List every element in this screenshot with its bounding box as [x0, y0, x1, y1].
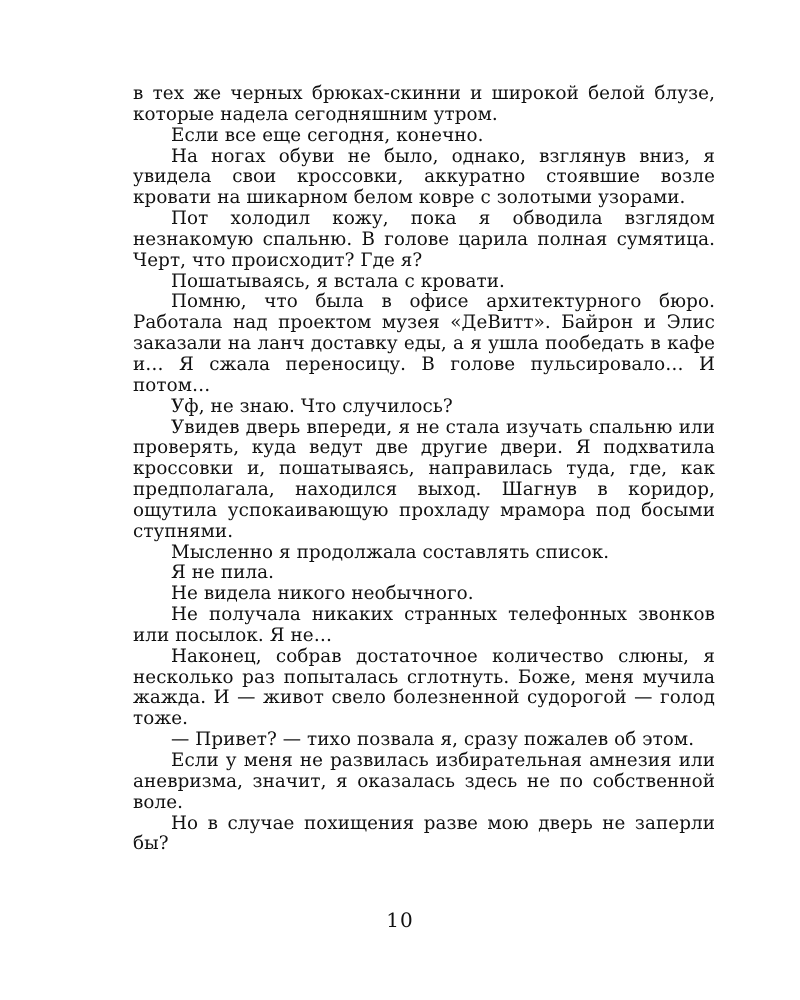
paragraph: Если у меня не развилась избирательная амнезия или аневризма, значит, я оказалась здесь не по собственной воле. [133, 750, 715, 813]
paragraph: Увидев дверь впереди, я не стала изучать спальню или проверять, куда ведут две другие двери. Я подхватила кроссовки и, пошатываясь, направилась туда, где, как предполагала, находился выход. Шагнув в коридор, ощутила успокаивающую прохладу мрамора под босыми ступнями. [133, 416, 715, 542]
paragraph: Пот холодил кожу, пока я обводила взглядом незнакомую спальню. В голове царила полная сумятица. Черт, что происходит? Где я? [133, 208, 715, 271]
paragraph: — Привет? — тихо позвала я, сразу пожалев об этом. [171, 729, 695, 751]
paragraph: Пошатываясь, я встала с кровати. [171, 270, 505, 292]
paragraph: Мысленно я продолжала составлять список. [171, 541, 610, 563]
paragraph: Не получала никаких странных телефонных звонков или посылок. Я не… [133, 604, 715, 646]
paragraph: Наконец, собрав достаточное количество слюны, я несколько раз попыталась сглотнуть. Боже, меня мучила жажда. И — живот свело болезненной судорогой — голод тоже. [133, 645, 715, 730]
paragraph: Если все еще сегодня, конечно. [171, 124, 484, 146]
paragraph: Но в случае похищения разве мою дверь не заперли бы? [133, 812, 715, 855]
paragraph: На ногах обуви не было, однако, взглянув вниз, я увидела свои кроссовки, аккуратно стоявшие возле кровати на шикарном белом ковре с золотыми узорами. [133, 145, 715, 209]
paragraph: в тех же черных брюках-скинни и широкой белой блузе, которые надела сегодняшним утром. [133, 83, 715, 125]
paragraph: Помню, что была в офисе архитектурного бюро. Работала над проектом музея «ДеВитт». Байрон и Элис заказали на ланч доставку еды, а я ушла пообедать в кафе и… Я сжала переносицу. В голове пульсировало… И потом… [133, 291, 715, 396]
paragraph: Уф, не знаю. Что случилось? [171, 395, 453, 417]
paragraph: Я не пила. [171, 562, 275, 584]
paragraph: Не видела никого необычного. [171, 583, 474, 605]
page-number: 10 [386, 908, 414, 932]
body-text [133, 84, 715, 855]
